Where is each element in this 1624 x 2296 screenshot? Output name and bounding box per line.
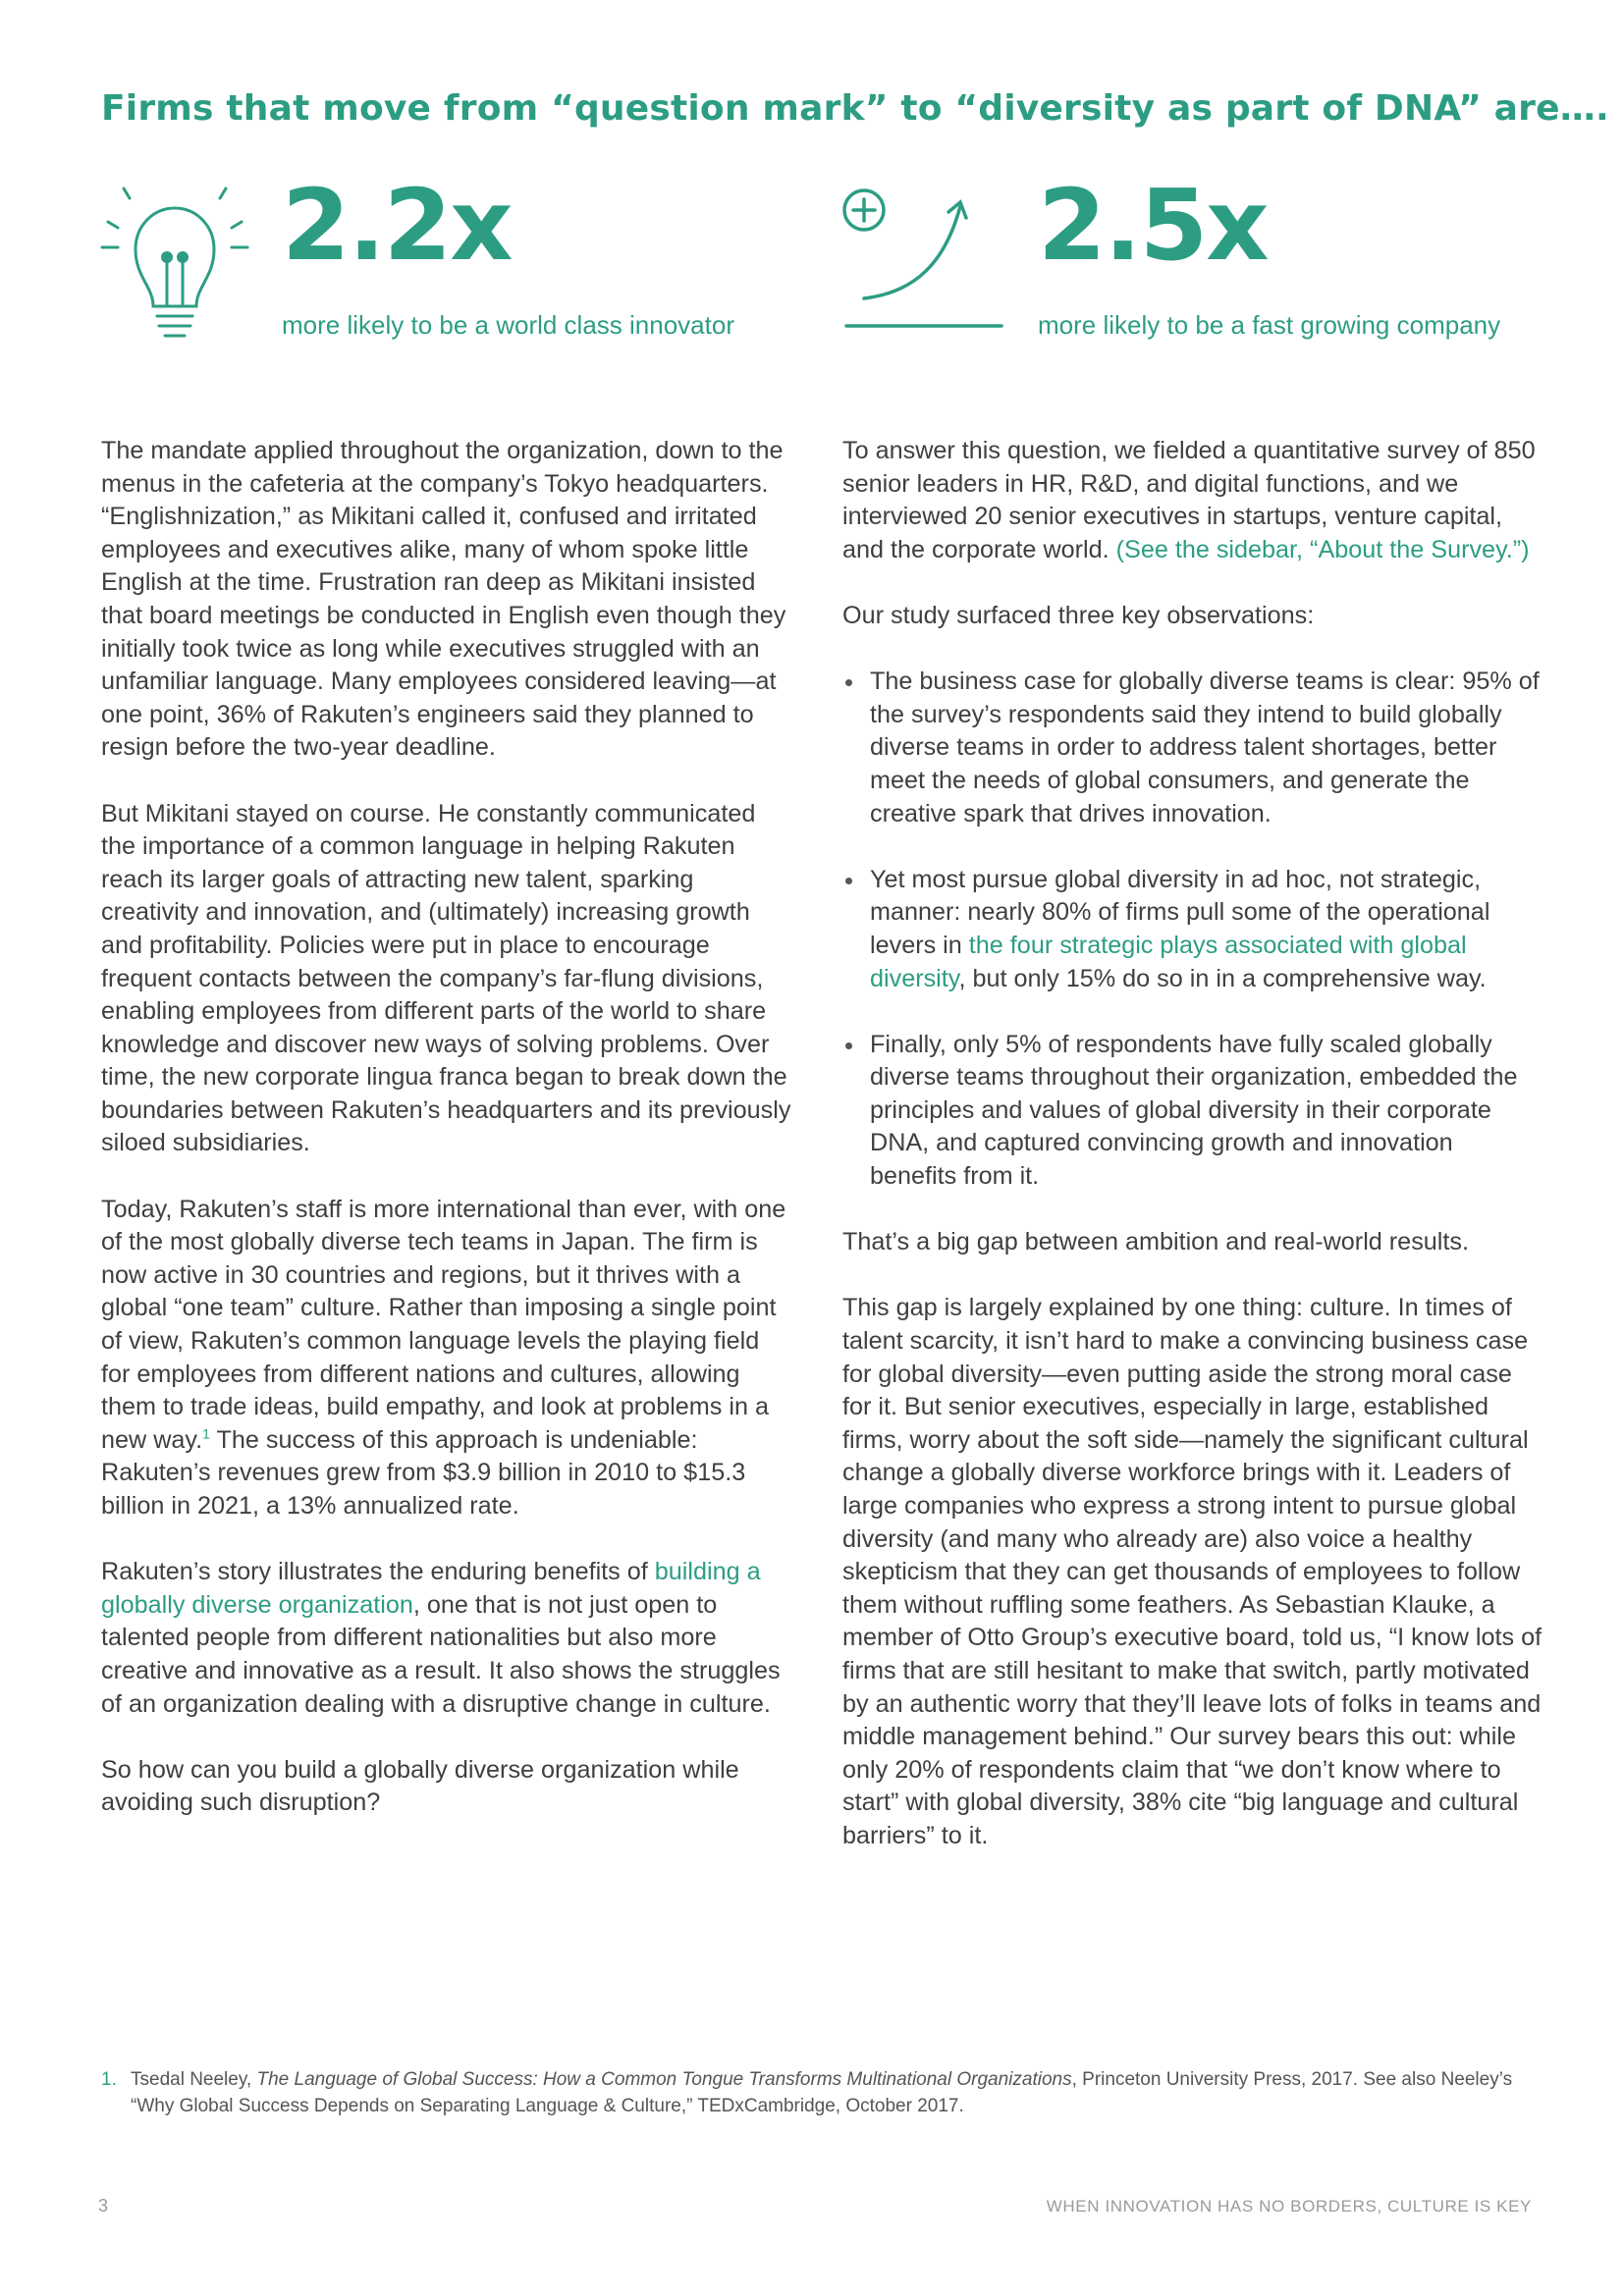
link-four-strategic-plays[interactable]: the four strategic plays associated with global diversity: [870, 931, 1467, 992]
footnote-author: Tsedal Neeley,: [131, 2069, 257, 2090]
paragraph: [101, 1556, 793, 1721]
footnote-reference[interactable]: 1: [202, 1425, 210, 1442]
footnote-text: [101, 2066, 1535, 2119]
stat-description: more likely to be a fast growing company: [1038, 310, 1501, 340]
list-item-text: Yet most pursue global diversity in ad hoc, not strategic, manner: nearly 80% of firms pull some of the operational levers in: [870, 865, 1490, 959]
stat-value: 2.5x: [1038, 168, 1268, 283]
list-item: Finally, only 5% of respondents have fully scaled globally diverse teams throughout their organization, embedded the principles and values of global diversity in their corporate DNA, and captured convincing growth and innovation benefits from it.: [842, 1029, 1544, 1194]
paragraph: The mandate applied throughout the organization, down to the menus in the cafeteria at the company’s Tokyo headquarters. “Englishnization,” as Mikitani called it, confused and irritated employees and executives alike, many of whom spoke little English at the time. Frustration ran deep as Mikitani insisted that board meetings be conducted in English even though they initially took twice as long while executives struggled with an unfamiliar language. Many employees considered leaving—at one point, 36% of Rakuten’s engineers said they planned to resign before the two-year deadline.: [101, 437, 786, 762]
right-column: [842, 435, 1544, 1886]
left-column: [101, 435, 793, 1853]
page-number: 3: [98, 2196, 109, 2216]
footnote-rest: , Princeton University Press, 2017. See also Neeley’s “Why Global Success Depends on Separating Language & Culture,” TEDxCambridge, October 2017.: [131, 2069, 1513, 2116]
stat-fast-growing: [1038, 168, 1501, 341]
footnote: [101, 2066, 1535, 2119]
paragraph-text: The success of this approach is undeniable: Rakuten’s revenues grew from $3.9 billion in 2010 to $15.3 billion in 2021, a 13% annualized rate.: [101, 1425, 746, 1520]
paragraph-text: Rakuten’s story illustrates the enduring benefits of: [101, 1558, 655, 1586]
link-about-the-survey[interactable]: (See the sidebar, “About the Survey.”): [1115, 535, 1530, 563]
footnote-number: 1.: [101, 2069, 117, 2090]
stat-description: more likely to be a world class innovator: [282, 310, 734, 340]
paragraph-text: Today, Rakuten’s staff is more international than ever, with one of the most globally diverse tech teams in Japan. The firm is now active in 30 countries and regions, but it thrives with a global “one team” culture. Rather than imposing a single point of view, Rakuten’s common language levels the playing field for employees from different nations and cultures, allowing them to trade ideas, build empathy, and look at problems in a new way.: [101, 1195, 786, 1454]
footnote-book-title: The Language of Global Success: How a Common Tongue Transforms Multinational Organizations: [256, 2069, 1072, 2090]
stat-innovator: [282, 168, 734, 341]
paragraph: [101, 1194, 793, 1523]
running-head: WHEN INNOVATION HAS NO BORDERS, CULTURE IS KEY: [1046, 2197, 1532, 2216]
page-headline: Firms that move from “question mark” to “diversity as part of DNA” are….: [101, 88, 1609, 129]
paragraph: So how can you build a globally diverse organization while avoiding such disruption?: [101, 1755, 739, 1817]
paragraph: This gap is largely explained by one thing: culture. In times of talent scarcity, it isn’t hard to make a convincing business case for global diversity—even putting aside the strong moral case for it. But senior executives, especially in large, established firms, worry about the soft side—namely the significant cultural change a globally diverse workforce brings with it. Leaders of large companies who express a strong intent to pursue global diversity (and many who already are) also voice a healthy skepticism that they can get thousands of employees to follow them without ruffling some feathers. As Sebastian Klauke, a member of Otto Group’s executive board, told us, “I know lots of firms that are still hesitant to make that switch, partly motivated by an authentic worry that they’ll leave lots of folks in teams and middle management behind.” Our survey bears this out: while only 20% of respondents claim that “we don’t know where to start” with global diversity, 38% cite “big language and cultural barriers” to it.: [842, 1294, 1543, 1849]
stat-value: 2.2x: [282, 168, 512, 283]
list-item: [842, 864, 1544, 995]
list-item-text: , but only 15% do so in in a comprehensive way.: [958, 964, 1487, 992]
paragraph: [842, 435, 1544, 566]
lightbulb-icon: [96, 179, 253, 344]
observations-list: [842, 666, 1544, 1194]
paragraph: Our study surfaced three key observations:: [842, 601, 1315, 629]
link-globally-diverse-organization[interactable]: building a globally diverse organization: [101, 1558, 761, 1619]
paragraph: That’s a big gap between ambition and real-world results.: [842, 1228, 1469, 1256]
growth-arrow-icon: [835, 183, 1011, 330]
paragraph-text: To answer this question, we fielded a quantitative survey of 850 senior leaders in HR, R&D, and digital functions, and we interviewed 20 senior executives in startups, venture capital, and the corporate world.: [842, 437, 1536, 563]
paragraph: But Mikitani stayed on course. He constantly communicated the importance of a common language in helping Rakuten reach its larger goals of attracting new talent, sparking creativity and innovation, and (ultimately) increasing growth and profitability. Policies were put in place to encourage frequent contacts between the company’s far-flung divisions, enabling employees from different parts of the world to share knowledge and discover new ways of solving problems. Over time, the new corporate lingua franca began to break down the boundaries between Rakuten’s headquarters and its previously siloed subsidiaries.: [101, 799, 791, 1157]
list-item: The business case for globally diverse teams is clear: 95% of the survey’s respondents said they intend to build globally diverse teams in order to address talent shortages, better meet the needs of global consumers, and generate the creative spark that drives innovation.: [842, 666, 1544, 830]
paragraph-text: , one that is not just open to talented people from different nationalities but also more creative and innovative as a result. It also shows the struggles of an organization dealing with a disruptive change in culture.: [101, 1590, 781, 1718]
